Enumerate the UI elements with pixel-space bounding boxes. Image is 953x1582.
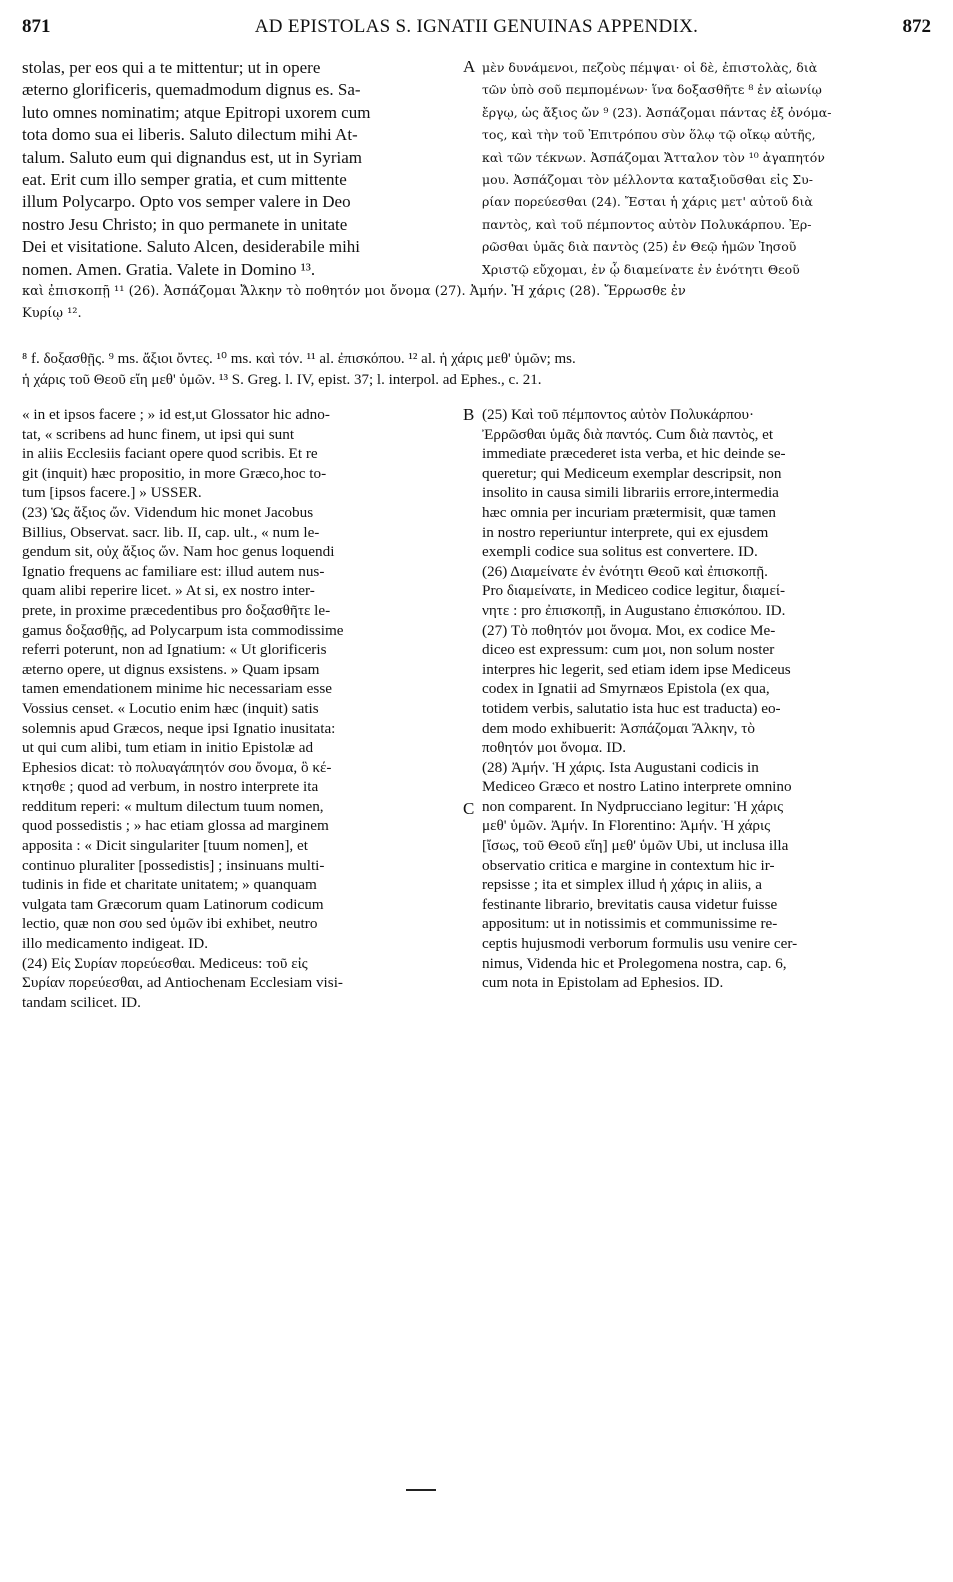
note-line: gamus δοξασθῇς, ad Polycarpum ista commodissime [22, 621, 344, 639]
note-line: prete, in proxime præcedentibus pro δοξασθῆτε le- [22, 601, 331, 619]
note-line: Pro διαμείνατε, in Mediceo codice legitur, διαμεί- [482, 582, 786, 600]
note-line: Mediceo Græco et nostro Latino interprete omnino [482, 778, 792, 796]
text-line: παντὸς, καὶ τοῦ πέμποντος αὐτὸν Πολυκάρπου. Ἐρ- [482, 216, 812, 232]
latin-text-column [22, 57, 458, 281]
note-line: tudinis in fide et charitate unitatem; » quanquam [22, 876, 317, 894]
note-line: Vossius censet. « Locutio enim hæc (inquit) satis [22, 699, 319, 717]
note-line: Ἐρρῶσθαι ὑμᾶς διὰ παντός. Cum διὰ παντὸς, et [482, 425, 774, 443]
note-line: interpres hic legerit, sed etiam idem ipse Mediceus [482, 660, 791, 678]
note-line: lectio, quæ non σου sed ὑμῶν ibi exhibet, neutro [22, 915, 318, 933]
text-line: talum. Saluto eum qui dignandus est, ut in Syriam [22, 147, 362, 167]
footnote-line: ἡ χάρις τοῦ Θεοῦ εἴη μεθ' ὑμῶν. ¹³ S. Greg. l. IV, epist. 37; l. interpol. ad Ephes., c. 21. [22, 372, 542, 388]
note-line: Συρίαν πορεύεσθαι, ad Antiochenam Ecclesiam visi- [22, 974, 343, 992]
note-line: (26) Διαμείνατε ἐν ἑνότητι Θεοῦ καὶ ἐπισκοπῇ. [482, 562, 768, 580]
note-line: continuo pluraliter [possedistis] ; insinuans multi- [22, 856, 325, 874]
note-line: nimus, Videnda hic et Prolegomena nostra, cap. 6, [482, 954, 787, 972]
text-line: ρῶσθαι ὑμᾶς διὰ παντὸς (25) ἐν Θεῷ ἡμῶν Ἰησοῦ [482, 239, 797, 255]
page-number-right: 872 [902, 16, 931, 37]
note-line: solemnis apud Græcos, neque ipsi Ignatio inusitata: [22, 719, 336, 737]
note-line: vulgata tam Græcorum quam Latinorum codicum [22, 895, 324, 913]
text-line: æterno glorificeris, quemadmodum dignus es. Sa- [22, 80, 361, 100]
text-line: Dei et visitatione. Saluto Alcen, desiderabile mihi [22, 237, 361, 257]
note-line: « in et ipsos facere ; » id est,ut Glossator hic adno- [22, 406, 330, 423]
text-line: nostro Jesu Christo; in quo permanete in unitate [22, 214, 348, 234]
note-line: immediate præcederet ista verba, et hic deinde se- [482, 445, 786, 463]
commentary-right-column [482, 405, 934, 993]
note-line: illo medicamento indigeat. ID. [22, 935, 208, 953]
note-line: cum nota in Epistolam ad Ephesios. ID. [482, 974, 724, 992]
note-line: quod possedistis ; » hac etiam glossa ad marginem [22, 817, 329, 835]
text-line: ἔργῳ, ὡς ἄξιος ὤν ⁹ (23). Ἀσπάζομαι πάντας ἐξ ὀνόμα- [482, 104, 832, 120]
text-line: eat. Erit cum illo semper gratia, et cum mittente [22, 170, 347, 190]
note-line: dem modo exhibuerit: Ἀσπάζομαι Ἄλκην, τὸ [482, 719, 756, 737]
footnotes [22, 349, 934, 391]
note-line: exempli codice sua solitus est convertere. ID. [482, 543, 758, 561]
note-line: apposita : « Dicit singulariter [tuum nomen], et [22, 837, 308, 855]
page-number-left: 871 [22, 16, 51, 37]
note-line: (27) Τὸ ποθητόν μοι ὄνομα. Μοι, ex codice Me- [482, 621, 776, 639]
text-line: tota domo sua ei liberis. Saluto dilectum mihi At- [22, 125, 358, 145]
note-line: festinante librario, brevitatis causa videtur fuisse [482, 895, 778, 913]
note-line: insolito in causa simili librariis errore,intermedia [482, 484, 779, 502]
note-line: in aliis Ecclesiis faciant opere quod scribis. Et re [22, 445, 318, 463]
margin-letter-a: A [463, 57, 476, 76]
note-line: git (inquit) hæc propositio, in more Græco,hoc to- [22, 464, 327, 482]
note-line: hæc omnia per incuriam prætermisit, quæ tamen [482, 503, 776, 521]
running-header [22, 16, 931, 42]
note-line: ut qui cum alibi, tum etiam in initio Epistolæ ad [22, 739, 314, 757]
text-line: Χριστῷ εὔχομαι, ἐν ᾧ διαμείνατε ἐν ἑνότητι Θεοῦ [482, 261, 800, 277]
note-line: codex in Ignatii ad Smyrnæos Epistola (ex qua, [482, 680, 770, 698]
text-line: illum Polycarpo. Opto vos semper valere in Deo [22, 192, 351, 212]
note-line: tat, « scribens ad hunc finem, ut ipsi qui sunt [22, 425, 295, 443]
note-line: νητε : pro ἐπισκοπῇ, in Augustano ἐπισκόπου. ID. [482, 601, 786, 619]
note-line: quam alibi reperire licet. » At si, ex nostro inter- [22, 582, 315, 600]
note-line: tum [ipsos facere.] » USSER. [22, 484, 202, 502]
note-line: diceo est expressum: cum μοι, non solum noster [482, 641, 775, 659]
note-line: queretur; qui Mediceum exemplar descripsit, non [482, 464, 782, 482]
end-rule [406, 1489, 436, 1491]
note-line: Ephesios dicat: τὸ πολυαγάπητόν σου ὄνομα, ὃ κέ- [22, 758, 332, 776]
greek-text-column [482, 57, 932, 281]
note-line: non comparent. In Nydprucciano legitur: Ἡ χάρις [482, 797, 784, 815]
text-line: μου. Ἀσπάζομαι τὸν μέλλοντα καταξιοῦσθαι εἰς Συ- [482, 172, 813, 188]
note-line: (24) Εἰς Συρίαν πορεύεσθαι. Mediceus: τοῦ εἰς [22, 954, 308, 972]
note-line: (23) Ὡς ἄξιος ὤν. Videndum hic monet Jacobus [22, 503, 314, 521]
note-line: tamen emendationem minime hic necessariam esse [22, 680, 332, 698]
note-line: μεθ' ὑμῶν. Ἀμήν. In Florentino: Ἀμήν. Ἡ χάρις [482, 817, 771, 835]
text-line: καὶ ἐπισκοπῇ ¹¹ (26). Ἀσπάζομαι Ἄλκην τὸ ποθητόν μοι ὄνομα (27). Ἀμήν. Ἡ χάρις (28). Ἔρρωσθε ἐν [22, 284, 686, 299]
note-line: ceptis hujusmodi verborum formulis usu venire cer- [482, 935, 798, 953]
note-line: [ἴσως, τοῦ Θεοῦ εἴη] μεθ' ὑμῶν Ubi, ut inclusa illa [482, 837, 789, 855]
note-line: tandam scilicet. ID. [22, 993, 141, 1011]
note-line: Billius, Observat. sacr. lib. II, cap. ult., « num le- [22, 523, 320, 541]
note-line: ποθητόν μοι ὄνομα. ID. [482, 739, 627, 757]
margin-letter-b: B [463, 405, 475, 424]
text-line: τῶν ὑπὸ σοῦ πεμπομένων· ἵνα δοξασθῆτε ⁸ ἐν αἰωνίῳ [482, 82, 822, 98]
full-width-greek [22, 281, 934, 326]
note-line: Ignatio frequens ac familiare est: illud autem nus- [22, 562, 325, 580]
margin-letter-c: C [463, 799, 475, 818]
note-line: (28) Ἀμήν. Ἡ χάρις. Ista Augustani codicis in [482, 758, 759, 776]
note-line: redditum reperi: « multum dilectum tuum nomen, [22, 797, 324, 815]
note-line: in nostro reperiuntur interprete, qui ex ejusdem [482, 523, 769, 541]
note-line: gendum sit, οὐχ ἄξιος ὤν. Nam hoc genus loquendi [22, 543, 335, 561]
text-line: stolas, per eos qui a te mittentur; ut in opere [22, 58, 321, 77]
note-line: referri poterunt, non ad Ignatium: « Ut glorificeris [22, 641, 327, 659]
text-line: μὲν δυνάμενοι, πεζοὺς πέμψαι· οἱ δὲ, ἐπιστολὰς, διὰ [482, 60, 818, 75]
commentary-left-column [22, 405, 458, 1012]
text-line: Κυρίῳ ¹². [22, 306, 82, 322]
note-line: observatio critica e margine in contextum hic ir- [482, 856, 775, 874]
note-line: appositum: ut in notissimis et communissime re- [482, 915, 778, 933]
text-line: nomen. Amen. Gratia. Valete in Domino ¹³. [22, 259, 316, 279]
footnote-line: ⁸ f. δοξασθῇς. ⁹ ms. ἄξιοι ὄντες. ¹⁰ ms. καὶ τόν. ¹¹ al. ἐπισκόπου. ¹² al. ἡ χάρις μεθ' ὑμῶν; ms. [22, 351, 576, 367]
note-line: æterno opere, ut dignus exsistens. » Quam ipsam [22, 660, 320, 678]
text-line: ρίαν πορεύεσθαι (24). Ἔσται ἡ χάρις μετ' αὐτοῦ διὰ [482, 194, 813, 210]
note-line: totidem verbis, salutatio ista huc est traducta) eo- [482, 699, 781, 717]
text-line: τος, καὶ τὴν τοῦ Ἐπιτρόπου σὺν ὅλῳ τῷ οἴκῳ αὐτῆς, [482, 127, 816, 143]
text-line: καὶ τῶν τέκνων. Ἀσπάζομαι Ἄτταλον τὸν ¹⁰ ἀγαπητόν [482, 149, 825, 165]
note-line: (25) Καὶ τοῦ πέμποντος αὐτὸν Πολυκάρπου· [482, 406, 755, 423]
note-line: repsisse ; ita et simplex illud ἡ χάρις in aliis, a [482, 876, 762, 894]
running-title: AD EPISTOLAS S. IGNATII GENUINAS APPENDIX. [254, 16, 699, 37]
text-line: luto omnes nominatim; atque Epitropi uxorem cum [22, 102, 371, 122]
note-line: κτησθε ; quod ad verbum, in nostro interprete ita [22, 778, 319, 796]
